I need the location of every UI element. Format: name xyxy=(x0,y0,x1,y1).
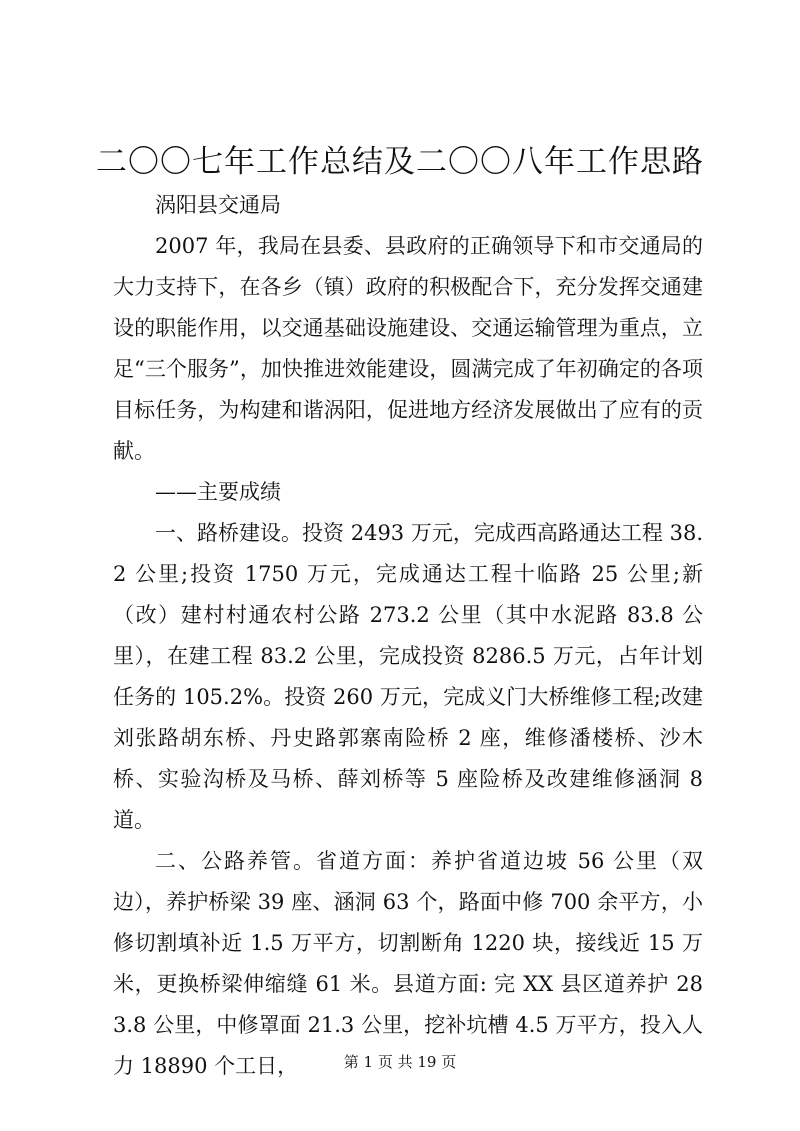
paragraph-road-maintenance: 二、公路养管。省道方面：养护省道边坡 56 公里（双边），养护桥梁 39 座、涵洞 63 个，路面中修 700 余平方，小修切割填补近 1.5 万平方，切割断角 1220 块，接线近 15 万米，更换桥梁伸缩缝 61 米。县道方面: 完 XX 县区道养护 283.8 公里，中修罩面 21.3 公里，挖补坑槽 4.5 万平方，投入人力 18890 个工日， xyxy=(113,849,703,1078)
document-title: 二〇〇七年工作总结及二〇〇八年工作思路 xyxy=(96,144,704,180)
paragraph-road-bridge: 一、路桥建设。投资 2493 万元，完成西高路通达工程 38.2 公里;投资 1750 万元，完成通达工程十临路 25 公里;新（改）建村村通农村公路 273.2 公里（其中水泥路 83.8 公里），在建工程 83.2 公里，完成投资 8286.5 万元，占年计划任务的 105.2%。投资 260 万元，完成义门大桥维修工程;改建刘张路胡东桥、丹史路郭寨南险桥 2 座，维修潘楼桥、沙木桥、实验沟桥及马桥、薛刘桥等 5 座险桥及改建维修涵洞 8 道。 xyxy=(113,521,703,832)
document-body xyxy=(113,185,703,1087)
page-footer: 第 1 页 共 19 页 xyxy=(343,1053,457,1071)
section-heading-achievements: ——主要成绩 xyxy=(155,480,281,504)
paragraph-intro: 2007 年，我局在县委、县政府的正确领导下和市交通局的大力支持下，在各乡（镇）政府的积极配合下，充分发挥交通建设的职能作用，以交通基础设施建设、交通运输管理为重点，立足“三个服务”，加快推进效能建设，圆满完成了年初确定的各项目标任务，为构建和谐涡阳，促进地方经济发展做出了应有的贡献。 xyxy=(113,234,703,463)
author-line: 涡阳县交通局 xyxy=(155,193,281,217)
